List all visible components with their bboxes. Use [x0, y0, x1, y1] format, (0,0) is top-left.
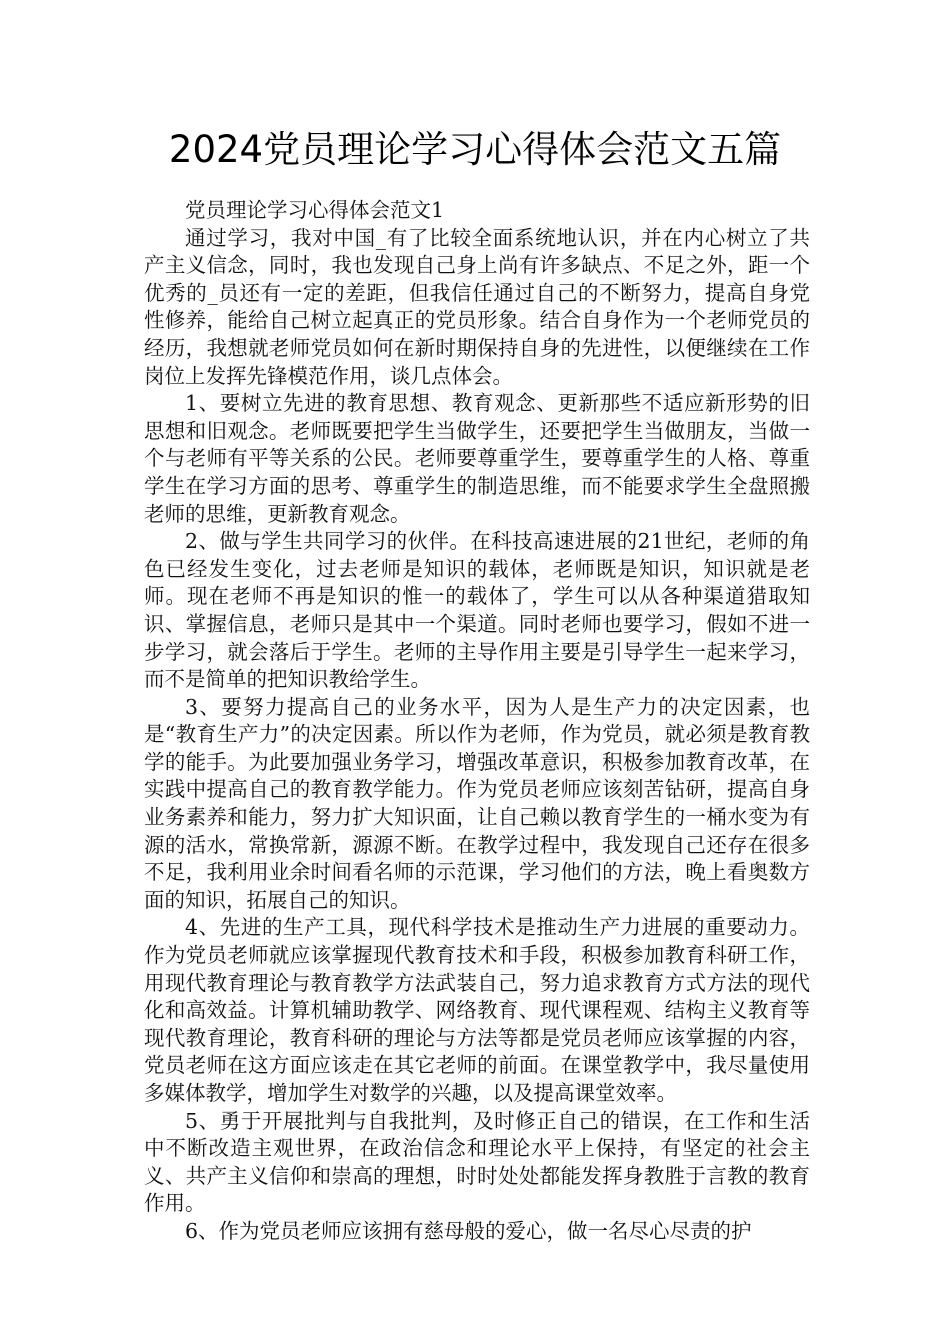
paragraph-point-2: 2、做与学生共同学习的伙伴。在科技高速进展的21世纪，老师的角色已经发生变化，过去老师是知识的载体，老师既是知识，知识就是老师。现在老师不再是知识的惟一的载体了，学生可以从各种渠道猎取知识、掌握信息，老师只是其中一个渠道。同时老师也要学习，假如不进一步学习，就会落后于学生。老师的主导作用主要是引导学生一起来学习，而不是简单的把知识教给学生。 — [144, 529, 810, 692]
section-heading: 党员理论学习心得体会范文1 — [185, 198, 445, 222]
paragraph-intro: 通过学习，我对中国_有了比较全面系统地认识，并在内心树立了共产主义信念，同时，我也发现自己身上尚有许多缺点、不足之外，距一个优秀的_员还有一定的差距，但我信任通过自己的不断努力，提高自身党性修养，能给自己树立起真正的党员形象。结合自身作为一个老师党员的经历，我想就老师党员如何在新时期保持自身的先进性，以便继续在工作岗位上发挥先锋模范作用，谈几点体会。 — [144, 225, 810, 388]
document-title: 2024党员理论学习心得体会范文五篇 — [168, 128, 782, 171]
paragraph-point-4: 4、先进的生产工具，现代科学技术是推动生产力进展的重要动力。作为党员老师就应该掌握现代教育技术和手段，积极参加教育科研工作，用现代教育理论与教育教学方法武装自己，努力追求教育方式方法的现代化和高效益。计算机辅助教学、网络教育、现代课程观、结构主义教育等现代教育理论，教育科研的理论与方法等都是党员老师应该掌握的内容，党员老师在这方面应该走在其它老师的前面。在课堂教学中，我尽量使用多媒体教学，增加学生对数学的兴趣，以及提高课堂效率。 — [144, 915, 810, 1105]
paragraph-point-6: 6、作为党员老师应该拥有慈母般的爱心，做一名尽心尽责的护 — [185, 1218, 752, 1243]
paragraph-point-5: 5、勇于开展批判与自我批判，及时修正自己的错误，在工作和生活中不断改造主观世界，在政治信念和理论水平上保持，有坚定的社会主义、共产主义信仰和崇高的理想，时时处处都能发挥身教胜于言教的教育作用。 — [144, 1108, 810, 1216]
document-body — [144, 197, 810, 1246]
paragraph-point-1: 1、要树立先进的教育思想、教育观念、更新那些不适应新形势的旧思想和旧观念。老师既要把学生当做学生，还要把学生当做朋友，当做一个与老师有平等关系的公民。老师要尊重学生，要尊重学生的人格、尊重学生在学习方面的思考、尊重学生的制造思维，而不能要求学生全盘照搬老师的思维，更新教育观念。 — [144, 391, 810, 526]
paragraph-point-3: 3、要努力提高自己的业务水平，因为人是生产力的决定因素，也是“教育生产力”的决定因素。所以作为老师，作为党员，就必须是教育教学的能手。为此要加强业务学习，增强改革意识，积极参加教育改革，在实践中提高自己的教育教学能力。作为党员老师应该刻苦钻研，提高自身业务素养和能力，努力扩大知识面，让自己赖以教育学生的一桶水变为有源的活水，常换常新，源源不断。在教学过程中，我发现自己还存在很多不足，我利用业余时间看名师的示范课，学习他们的方法，晚上看奥数方面的知识，拓展自己的知识。 — [144, 694, 810, 912]
